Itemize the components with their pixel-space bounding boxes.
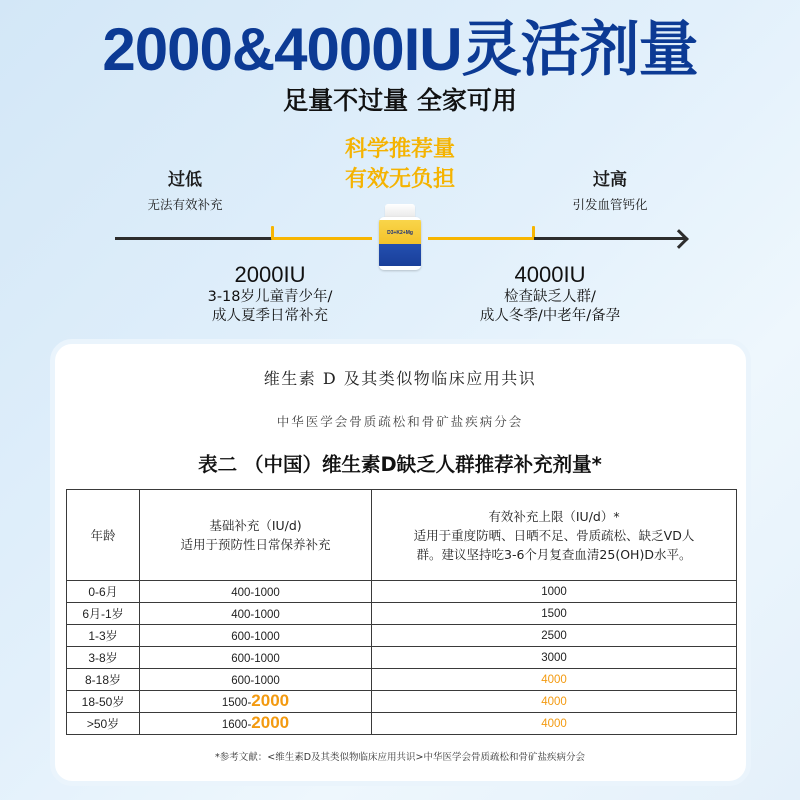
table-row [67,713,737,735]
cell-age: >50岁 [67,713,140,735]
cell-upper: 2500 [372,625,737,647]
page-subtitle: 足量不过量 全家可用 [283,86,517,115]
timeline-right-recommended-segment [428,237,534,240]
high-dose-title: 过高 [593,170,627,190]
table-header-row [67,490,737,581]
table-row [67,603,737,625]
dose-2000-value: 2000IU [234,262,306,287]
supplement-bottle-icon [376,204,424,270]
cell-age: 18-50岁 [67,691,140,713]
cell-upper: 1500 [372,603,737,625]
page-title: 2000&4000IU灵活剂量 [102,16,698,83]
cell-basic: 400-1000 [140,603,372,625]
cell-age: 1-3岁 [67,625,140,647]
timeline-arrow-icon [669,229,689,249]
bottle-cap [385,204,415,218]
bottle-label: D3+K2+Mg [387,230,413,236]
table-row [67,691,737,713]
cell-basic: 400-1000 [140,581,372,603]
cell-age: 0-6月 [67,581,140,603]
cell-basic: 1500-2000 [140,691,372,713]
low-dose-title: 过低 [168,170,202,190]
dose-2000-desc-1: 3-18岁儿童青少年/ [207,289,333,305]
dose-4000-value: 4000IU [514,262,586,287]
recommended-line-2: 有效无负担 [344,167,455,192]
cell-upper-highlight: 4000 [372,691,737,713]
reference-footnote: *参考文献：<维生素D及其类似物临床应用共识>中华医学会骨质疏松和骨矿盐疾病分会 [215,752,585,763]
cell-basic: 600-1000 [140,625,372,647]
dose-4000-desc-1: 检查缺乏人群/ [504,289,596,305]
timeline-high-segment [534,237,686,240]
cell-upper: 3000 [372,647,737,669]
high-dose-desc: 引发血管钙化 [572,197,648,212]
table-row [67,581,737,603]
cell-upper: 1000 [372,581,737,603]
cell-basic: 1600-2000 [140,713,372,735]
cell-basic: 600-1000 [140,669,372,691]
dose-2000-desc-2: 成人夏季日常补充 [212,308,328,324]
header-basic: 基础补充（IU/d) 适用于预防性日常保养补充 [140,490,372,581]
guideline-organization: 中华医学会骨质疏松和骨矿盐疾病分会 [276,414,524,429]
timeline-left-recommended-segment [272,237,372,240]
table-row [67,625,737,647]
guideline-title: 维生素 D 及其类似物临床应用共识 [263,369,537,388]
low-dose-label [110,169,260,214]
cell-age: 3-8岁 [67,647,140,669]
recommended-line-1: 科学推荐量 [344,137,455,162]
table-title: 表二 （中国）维生素D缺乏人群推荐补充剂量* [198,453,602,476]
timeline-low-segment [115,237,273,240]
dose-4000-block [450,262,650,326]
cell-basic: 600-1000 [140,647,372,669]
cell-age: 8-18岁 [67,669,140,691]
cell-upper-highlight: 4000 [372,713,737,735]
header-upper-limit: 有效补充上限（IU/d）* 适用于重度防晒、日晒不足、骨质疏松、缺乏VD人 群。建议坚持吃3-6个月复查血清25(OH)D水平。 [372,490,737,581]
cell-age: 6月-1岁 [67,603,140,625]
table-row [67,647,737,669]
table-row [67,669,737,691]
high-dose-label [535,169,685,214]
dosage-table [66,489,737,735]
cell-upper-highlight: 4000 [372,669,737,691]
dose-4000-desc-2: 成人冬季/中老年/备孕 [479,308,621,324]
bottle-body [379,217,421,270]
dose-2000-block [180,262,360,326]
low-dose-desc: 无法有效补充 [147,197,223,212]
header-age: 年龄 [67,490,140,581]
